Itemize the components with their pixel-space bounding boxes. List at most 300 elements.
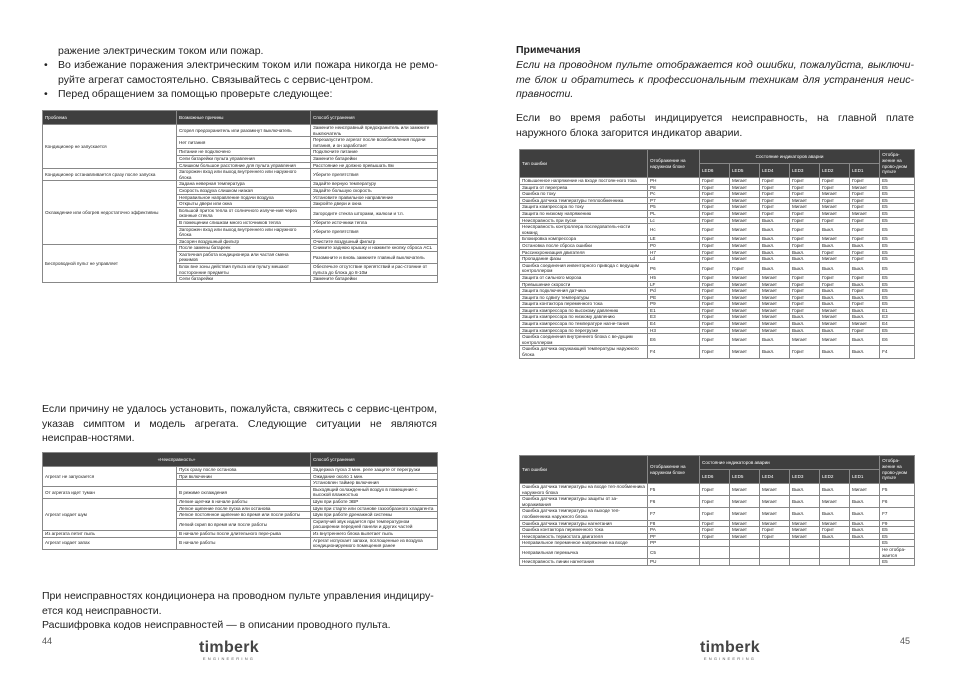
- table-row: [520, 314, 915, 321]
- table-cell: Горит: [700, 256, 730, 263]
- table-cell: PH: [648, 178, 700, 185]
- table-cell: Выкл.: [820, 294, 850, 301]
- table-cell: Мигает: [760, 484, 790, 496]
- table-cell: Мигает: [730, 533, 760, 540]
- table-cell: [850, 546, 880, 558]
- table-row: [520, 204, 915, 211]
- table-row: [520, 178, 915, 185]
- table-cell: [850, 540, 880, 547]
- table-cell: От агрегата идет туман: [43, 486, 177, 498]
- table-cell: Мигает: [790, 334, 820, 346]
- table-cell: Снимите заднюю крышку и нажмите кнопку сброса ACL: [311, 245, 438, 252]
- table-row: [520, 540, 915, 547]
- table-cell: C5: [648, 546, 700, 558]
- paragraph: При неисправностях кондиционера на проводном пульте управления индициру-ется код неисправности.: [42, 590, 434, 617]
- table-row: [43, 181, 438, 188]
- table-cell: Мигает: [760, 301, 790, 308]
- table-cell: Ld: [648, 256, 700, 263]
- table-cell: Неисправность при пуске: [520, 217, 648, 224]
- table-cell: E5: [880, 217, 915, 224]
- table-cell: [730, 546, 760, 558]
- table-cell: E5: [880, 281, 915, 288]
- table-cell: Выкл.: [760, 217, 790, 224]
- table-header: Отображение на наружном блоке: [648, 456, 700, 484]
- table-row: [520, 262, 915, 274]
- led-header: LED2: [820, 164, 850, 178]
- table-cell: Мигает: [760, 281, 790, 288]
- paragraph: Если причину не удалось установить, пожалуйста, свяжитесь с сервис-центром, указав симптом и модель агрегата. Следующие ситуации не являются неисправ-ностями.: [42, 403, 437, 444]
- table-cell: E5: [880, 178, 915, 185]
- table-cell: Агрегат издает запах: [43, 537, 177, 549]
- table-cell: Открыты двери или окна: [177, 201, 311, 208]
- table-cell: Мигает: [730, 484, 760, 496]
- note-text: Если на проводном пульте отображается код ошибки, пожалуйста, выключи-те блок и обратитесь к профессиональным техникам для устранения неис-правности.: [516, 59, 914, 100]
- table-cell: Выкл.: [820, 508, 850, 520]
- table-cell: PE: [648, 294, 700, 301]
- table-cell: Агрегат издает шум: [43, 498, 177, 530]
- table-cell: Ошибка по току: [520, 191, 648, 198]
- table-cell: Выкл.: [790, 256, 820, 263]
- table-cell: LF: [648, 281, 700, 288]
- table-cell: [730, 540, 760, 547]
- table-cell: [790, 546, 820, 558]
- table-cell: Защита по сдвигу температуры: [520, 294, 648, 301]
- table-cell: E5: [880, 236, 915, 243]
- table-cell: Установите правильное направление: [311, 194, 438, 201]
- table-row: [43, 530, 438, 537]
- table-cell: Мигает: [730, 249, 760, 256]
- table-cell: Ошибка соединения внутреннего блока с ве-дущим контроллером: [520, 334, 648, 346]
- table-cell: Горит: [790, 210, 820, 217]
- table-cell: Мигает: [730, 256, 760, 263]
- table-cell: Мигает: [820, 520, 850, 527]
- table-cell: Выкл.: [850, 346, 880, 358]
- table-cell: Легкое щипение после пуска или останова: [177, 505, 311, 512]
- table-cell: Hc: [648, 224, 700, 236]
- table-cell: E3: [880, 314, 915, 321]
- table-cell: Установлен таймер включения: [311, 480, 438, 487]
- table-cell: Ошибка контактора переменного тока: [520, 527, 648, 534]
- table-cell: Выкл.: [760, 236, 790, 243]
- table-cell: H5: [648, 274, 700, 281]
- table-cell: E5: [880, 559, 915, 566]
- table-cell: Горит: [700, 274, 730, 281]
- table-header: Возможные причины: [177, 111, 311, 125]
- table-cell: Беспроводной пульт не управляет: [43, 245, 177, 283]
- table-cell: Хаотичная работа кондиционера или частая смена режимов: [177, 251, 311, 263]
- table-cell: Агрегат испускает запахи, поглощенные из воздуха кондиционируемого помещения ранее: [311, 537, 438, 549]
- table-cell: Неправильное направление подачи воздуха: [177, 194, 311, 201]
- table-cell: Замените неисправный предохранитель или замкните выключатель: [311, 125, 438, 137]
- table-cell: Нет питания: [177, 137, 311, 149]
- table-row: [520, 249, 915, 256]
- table-cell: В помещении слишком много источников тепла: [177, 219, 311, 226]
- table-row: [520, 281, 915, 288]
- table-cell: Мигает: [760, 321, 790, 328]
- table-cell: Горит: [790, 224, 820, 236]
- table-cell: Выкл.: [850, 533, 880, 540]
- table-row: [520, 559, 915, 566]
- table-cell: Охлаждение или обогрев недостаточно эффективны: [43, 181, 177, 245]
- table-cell: Из агрегата летит пыль: [43, 530, 177, 537]
- table-header: Отобра-жение на прово-дном пульте: [880, 456, 915, 484]
- table-cell: [700, 540, 730, 547]
- table-cell: Легкий скрип во время или после работы: [177, 518, 311, 530]
- table-cell: В режиме охлаждения: [177, 486, 311, 498]
- table-cell: Выкл.: [790, 327, 820, 334]
- table-cell: Рассинхронизация двигателя: [520, 249, 648, 256]
- table-cell: Выкл.: [850, 508, 880, 520]
- table-cell: Горит: [700, 236, 730, 243]
- table-cell: F4: [648, 346, 700, 358]
- led-header: LED2: [820, 470, 850, 484]
- table-row: [43, 169, 438, 181]
- table-header: Состояние индикаторов аварии: [700, 150, 880, 164]
- table-cell: Выкл.: [850, 242, 880, 249]
- led-header: LED6: [700, 164, 730, 178]
- table-cell: Защита компрессора по низкому давлению: [520, 314, 648, 321]
- table-cell: Горит: [700, 314, 730, 321]
- table-cell: Горит: [790, 191, 820, 198]
- table-cell: Ошибка датчика температуры на входе теп-лообменника наружного блока: [520, 484, 648, 496]
- table-cell: Горит: [700, 262, 730, 274]
- table-cell: Остановка после сброса ошибки: [520, 242, 648, 249]
- table-cell: Ошибка датчика температуры на выходе теп-лообменника наружного блока: [520, 508, 648, 520]
- table-cell: Уберите препятствия: [311, 226, 438, 238]
- bullet-item: [44, 87, 438, 102]
- table-cell: Мигает: [790, 197, 820, 204]
- table-cell: E5: [880, 262, 915, 274]
- table-cell: E5: [880, 204, 915, 211]
- table-cell: F6: [880, 496, 915, 508]
- table-cell: Горит: [790, 274, 820, 281]
- table-cell: Выкл.: [850, 281, 880, 288]
- table-cell: Выкл.: [820, 288, 850, 295]
- table-cell: Мигает: [730, 321, 760, 328]
- table-cell: Подключите питание: [311, 149, 438, 156]
- table-cell: Мигает: [730, 527, 760, 534]
- table-cell: E5: [880, 540, 915, 547]
- table-cell: Блокировка компрессора: [520, 236, 648, 243]
- table-cell: Горит: [700, 294, 730, 301]
- table-row: [43, 486, 438, 498]
- table-cell: E6: [880, 334, 915, 346]
- table-row: [520, 533, 915, 540]
- table-row: [520, 334, 915, 346]
- table-cell: Мигает: [820, 334, 850, 346]
- table-cell: F7: [880, 508, 915, 520]
- table-cell: Горит: [700, 288, 730, 295]
- table-cell: E4: [648, 321, 700, 328]
- table-cell: Горит: [850, 217, 880, 224]
- table-cell: Сели батарейки: [177, 276, 311, 283]
- table-row: [520, 546, 915, 558]
- table-cell: P9: [648, 301, 700, 308]
- table-cell: Мигает: [730, 294, 760, 301]
- paragraph: Если во время работы индицируется неисправность, на главной плате наружного блока загорится индикатор аварии.: [516, 112, 914, 139]
- bullet-icon: •: [44, 88, 48, 100]
- table-cell: Замените батарейки: [311, 155, 438, 162]
- table-cell: Горит: [700, 204, 730, 211]
- table-cell: Засорен воздушный фильтр: [177, 238, 311, 245]
- table-cell: Выкл.: [850, 262, 880, 274]
- table-cell: Пуск сразу после останова: [177, 467, 311, 474]
- table-cell: Скрипучий звук издается при температурном расширении передней панели и других частей: [311, 518, 438, 530]
- table-cell: Обеспечьте отсутствие препятствий и рас-стояние от пульта до блока до 8-10м: [311, 264, 438, 276]
- table-cell: [790, 559, 820, 566]
- table-cell: Ошибка датчика температуры нагнетания: [520, 520, 648, 527]
- bullet-item: [44, 58, 438, 87]
- table-cell: [700, 559, 730, 566]
- table-cell: Горит: [760, 210, 790, 217]
- table-cell: Мигает: [760, 314, 790, 321]
- table-cell: Питание не подключено: [177, 149, 311, 156]
- table-cell: Горит: [850, 301, 880, 308]
- table-cell: Мигает: [730, 314, 760, 321]
- table-row: [520, 321, 915, 328]
- table-cell: Мигает: [730, 281, 760, 288]
- table-cell: Горит: [700, 281, 730, 288]
- table-cell: Защита от перегрева: [520, 184, 648, 191]
- page-number: 44: [42, 636, 53, 646]
- bullet-icon: •: [44, 59, 48, 71]
- table-cell: Защита компрессора по току: [520, 204, 648, 211]
- table-cell: Выкл.: [790, 249, 820, 256]
- table-cell: Выкл.: [790, 321, 820, 328]
- table-cell: Защита подключения датчика: [520, 288, 648, 295]
- table-cell: Мигает: [730, 496, 760, 508]
- table-cell: [790, 540, 820, 547]
- table-cell: [177, 480, 311, 487]
- table-cell: Мигает: [730, 274, 760, 281]
- table-cell: PL: [648, 210, 700, 217]
- led-header: LED1: [850, 164, 880, 178]
- table-cell: Горит: [790, 307, 820, 314]
- brand-logo: [697, 640, 763, 662]
- table-cell: Большой приток тепла от солнечного излуче-ния через оконные стекла: [177, 207, 311, 219]
- table-cell: Мигает: [730, 334, 760, 346]
- led-header: LED4: [760, 470, 790, 484]
- table-cell: Выкл.: [820, 224, 850, 236]
- table-cell: Горит: [760, 191, 790, 198]
- table-row: [520, 197, 915, 204]
- table-cell: Горит: [850, 274, 880, 281]
- table-cell: P7: [648, 197, 700, 204]
- table-cell: Мигает: [820, 496, 850, 508]
- table-cell: F4: [880, 346, 915, 358]
- brand-name: timberk: [700, 639, 760, 656]
- table-header: Тип ошибки: [520, 150, 648, 178]
- table-cell: Горит: [700, 217, 730, 224]
- table-cell: Горит: [700, 249, 730, 256]
- table-cell: Скорость воздуха слишком низкая: [177, 187, 311, 194]
- table-cell: Задана неверная температура: [177, 181, 311, 188]
- table-cell: Выкл.: [760, 262, 790, 274]
- table-row: [520, 294, 915, 301]
- table-cell: Горит: [700, 307, 730, 314]
- table-cell: P0: [648, 242, 700, 249]
- table-cell: Горит: [700, 184, 730, 191]
- table-cell: E5: [880, 288, 915, 295]
- table-cell: Выкл.: [790, 484, 820, 496]
- table-cell: Мигает: [790, 527, 820, 534]
- table-cell: PU: [648, 559, 700, 566]
- table-row: [520, 191, 915, 198]
- table-cell: Из внутреннего блока вылетает пыль: [311, 530, 438, 537]
- table-cell: Не отобра-жается: [880, 546, 915, 558]
- table-cell: Горит: [700, 346, 730, 358]
- table-row: [520, 301, 915, 308]
- table-cell: Очистите воздушный фильтр: [311, 238, 438, 245]
- table-cell: Ошибка датчика окружающей температуры наружного блока: [520, 346, 648, 358]
- table-cell: Выкл.: [820, 327, 850, 334]
- table-cell: LE: [648, 236, 700, 243]
- table-cell: Повышенное напряжение на входе постоян-ного тока: [520, 178, 648, 185]
- table-cell: Защита от сильного мороза: [520, 274, 648, 281]
- table-cell: Горит: [790, 294, 820, 301]
- table-cell: Неисправность контроллера последователь-ности команд: [520, 224, 648, 236]
- table-cell: Защита контактора переменного тока: [520, 301, 648, 308]
- table-cell: Мигает: [730, 508, 760, 520]
- table-cell: [700, 546, 730, 558]
- table-cell: PF: [648, 533, 700, 540]
- table-cell: Легкое постоянное щипение во время или после работы: [177, 512, 311, 519]
- table-cell: [820, 546, 850, 558]
- table-cell: Мигает: [730, 301, 760, 308]
- table-cell: Горит: [700, 191, 730, 198]
- table-cell: E5: [880, 210, 915, 217]
- table-cell: PP: [648, 540, 700, 547]
- table-header: Способ устранения: [311, 111, 438, 125]
- table-row: [520, 527, 915, 534]
- table-row: [520, 520, 915, 527]
- table-cell: Расстояние не должно превышать 8м: [311, 162, 438, 169]
- table-cell: [760, 559, 790, 566]
- table-cell: В начале работы: [177, 537, 311, 549]
- table-cell: E5: [880, 184, 915, 191]
- table-cell: P5: [648, 204, 700, 211]
- table-cell: Горит: [700, 197, 730, 204]
- page-number: 45: [900, 636, 911, 646]
- table-cell: Мигает: [730, 307, 760, 314]
- table-cell: Горит: [820, 281, 850, 288]
- table-cell: Горит: [730, 262, 760, 274]
- table-cell: Горит: [850, 224, 880, 236]
- table-cell: E5: [880, 197, 915, 204]
- table-cell: Мигает: [850, 210, 880, 217]
- table-cell: Мигает: [730, 217, 760, 224]
- table-cell: H7: [648, 249, 700, 256]
- table-row: [520, 236, 915, 243]
- table-cell: Мигает: [730, 346, 760, 358]
- table-cell: Защита компрессора по температуре нагне-тания: [520, 321, 648, 328]
- table-cell: F6: [648, 496, 700, 508]
- table-cell: Мигает: [820, 236, 850, 243]
- table-cell: Выкл.: [820, 242, 850, 249]
- table-cell: Выкл.: [820, 346, 850, 358]
- table-cell: Мигает: [850, 184, 880, 191]
- table-header: Состояние индикаторов аварии: [700, 456, 880, 470]
- table-cell: Горит: [700, 224, 730, 236]
- table-row: [43, 125, 438, 137]
- table-cell: Горит: [700, 533, 730, 540]
- table-row: [520, 288, 915, 295]
- table-cell: Горит: [790, 346, 820, 358]
- table-cell: Горит: [700, 210, 730, 217]
- table-cell: Мигает: [850, 321, 880, 328]
- table-cell: Мигает: [760, 288, 790, 295]
- brand-logo: [196, 640, 262, 662]
- table-cell: Горит: [760, 533, 790, 540]
- table-cell: E5: [880, 224, 915, 236]
- table-row: [43, 467, 438, 474]
- table-cell: E5: [880, 256, 915, 263]
- table-cell: Горит: [700, 242, 730, 249]
- table-row: [520, 242, 915, 249]
- table-cell: Ошибка датчика температуры защиты от за-мораживания: [520, 496, 648, 508]
- text-line: ражение электрическим током или пожар.: [58, 45, 264, 57]
- table-cell: Мигает: [820, 191, 850, 198]
- table-cell: Ошибка соединения инвенторного привода с ведущим контроллером: [520, 262, 648, 274]
- table-cell: Выкл.: [760, 242, 790, 249]
- table-cell: H3: [648, 327, 700, 334]
- led-header: LED6: [700, 470, 730, 484]
- table-cell: Мигает: [730, 210, 760, 217]
- led-header: LED5: [730, 470, 760, 484]
- table-cell: Мигает: [760, 508, 790, 520]
- table-cell: PA: [648, 527, 700, 534]
- table-cell: E5: [880, 294, 915, 301]
- table-cell: Ошибка датчика температуры теплообменника: [520, 197, 648, 204]
- table-cell: [820, 559, 850, 566]
- table-cell: Неправильное переменное напряжение на входе: [520, 540, 648, 547]
- brand-sub: ENGINEERING: [202, 656, 256, 661]
- table-cell: Горит: [790, 301, 820, 308]
- led-header: LED5: [730, 164, 760, 178]
- table-cell: Закройте двери и окна: [311, 201, 438, 208]
- brand-sub: ENGINEERING: [703, 656, 757, 661]
- table-cell: Мигает: [760, 327, 790, 334]
- table-cell: Выкл.: [760, 346, 790, 358]
- table-cell: Lc: [648, 217, 700, 224]
- table-cell: Неправильная перемычка: [520, 546, 648, 558]
- table-cell: P8: [648, 184, 700, 191]
- table-cell: Горит: [700, 178, 730, 185]
- table-cell: Выкл.: [760, 256, 790, 263]
- table-cell: Выкл.: [760, 334, 790, 346]
- table-cell: Мигает: [730, 197, 760, 204]
- table-cell: Защита по низкому напряжению: [520, 210, 648, 217]
- led-header: LED3: [790, 470, 820, 484]
- table-cell: E5: [880, 327, 915, 334]
- table-cell: Горит: [820, 249, 850, 256]
- table-cell: Мигает: [790, 533, 820, 540]
- table-cell: Легкие щелчки в начале работы: [177, 498, 311, 505]
- table-cell: E5: [880, 533, 915, 540]
- table-cell: E4: [880, 321, 915, 328]
- table-row: [520, 307, 915, 314]
- table-cell: Мигает: [760, 294, 790, 301]
- table-cell: Мигает: [820, 321, 850, 328]
- table-cell: Пропадание фазы: [520, 256, 648, 263]
- table-cell: Агрегат не запускается: [43, 467, 177, 487]
- table-cell: E5: [880, 527, 915, 534]
- table-cell: Мигает: [730, 191, 760, 198]
- table-cell: Кондиционер не запускается: [43, 125, 177, 169]
- table-cell: Мигает: [760, 274, 790, 281]
- table-cell: E5: [880, 191, 915, 198]
- table-cell: Горит: [820, 527, 850, 534]
